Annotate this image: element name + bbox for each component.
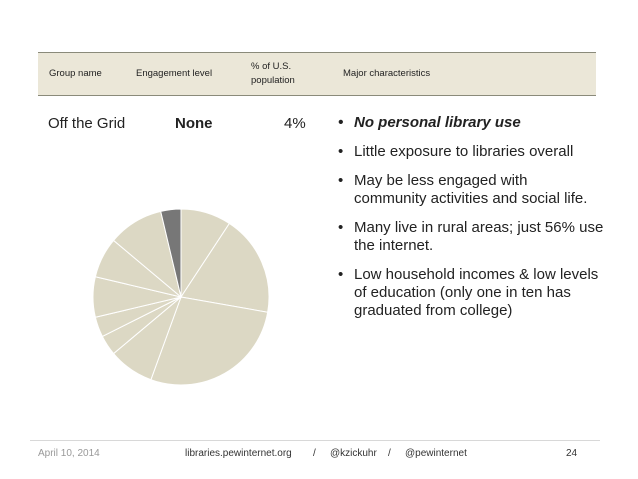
group-name-cell: Off the Grid (48, 115, 126, 132)
header-pct-population (251, 61, 295, 87)
footer-separator: / (313, 448, 316, 459)
characteristic-item: • Low household incomes & low levels of education (only one in ten has graduated from college) (336, 266, 604, 320)
table-header (38, 52, 596, 96)
characteristic-item: • Little exposure to libraries overall (336, 143, 604, 161)
footer-website: libraries.pewinternet.org (185, 448, 292, 459)
percent-cell: 4% (284, 115, 306, 132)
footer-handle-pewinternet: @pewinternet (405, 448, 467, 459)
header-group-name: Group name (49, 68, 102, 79)
footer-divider (30, 440, 600, 441)
characteristic-item: • Many live in rural areas; just 56% use the internet. (336, 219, 604, 255)
footer-page-number: 24 (566, 448, 578, 459)
characteristics-list (336, 114, 604, 331)
characteristic-item: • No personal library use (336, 114, 604, 132)
header-pct-line1: % of U.S. (251, 61, 292, 72)
footer-date: April 10, 2014 (38, 448, 100, 459)
characteristic-item: • May be less engaged with community activities and social life. (336, 172, 604, 208)
engagement-cell: None (175, 115, 213, 132)
header-pct-line2: population (251, 75, 295, 86)
segment-pie-chart (88, 204, 274, 390)
footer-handle-kzickuhr: @kzickuhr (330, 448, 377, 459)
header-major-characteristics: Major characteristics (343, 68, 431, 79)
header-engagement-level: Engagement level (136, 68, 213, 79)
footer-separator: / (388, 448, 391, 459)
